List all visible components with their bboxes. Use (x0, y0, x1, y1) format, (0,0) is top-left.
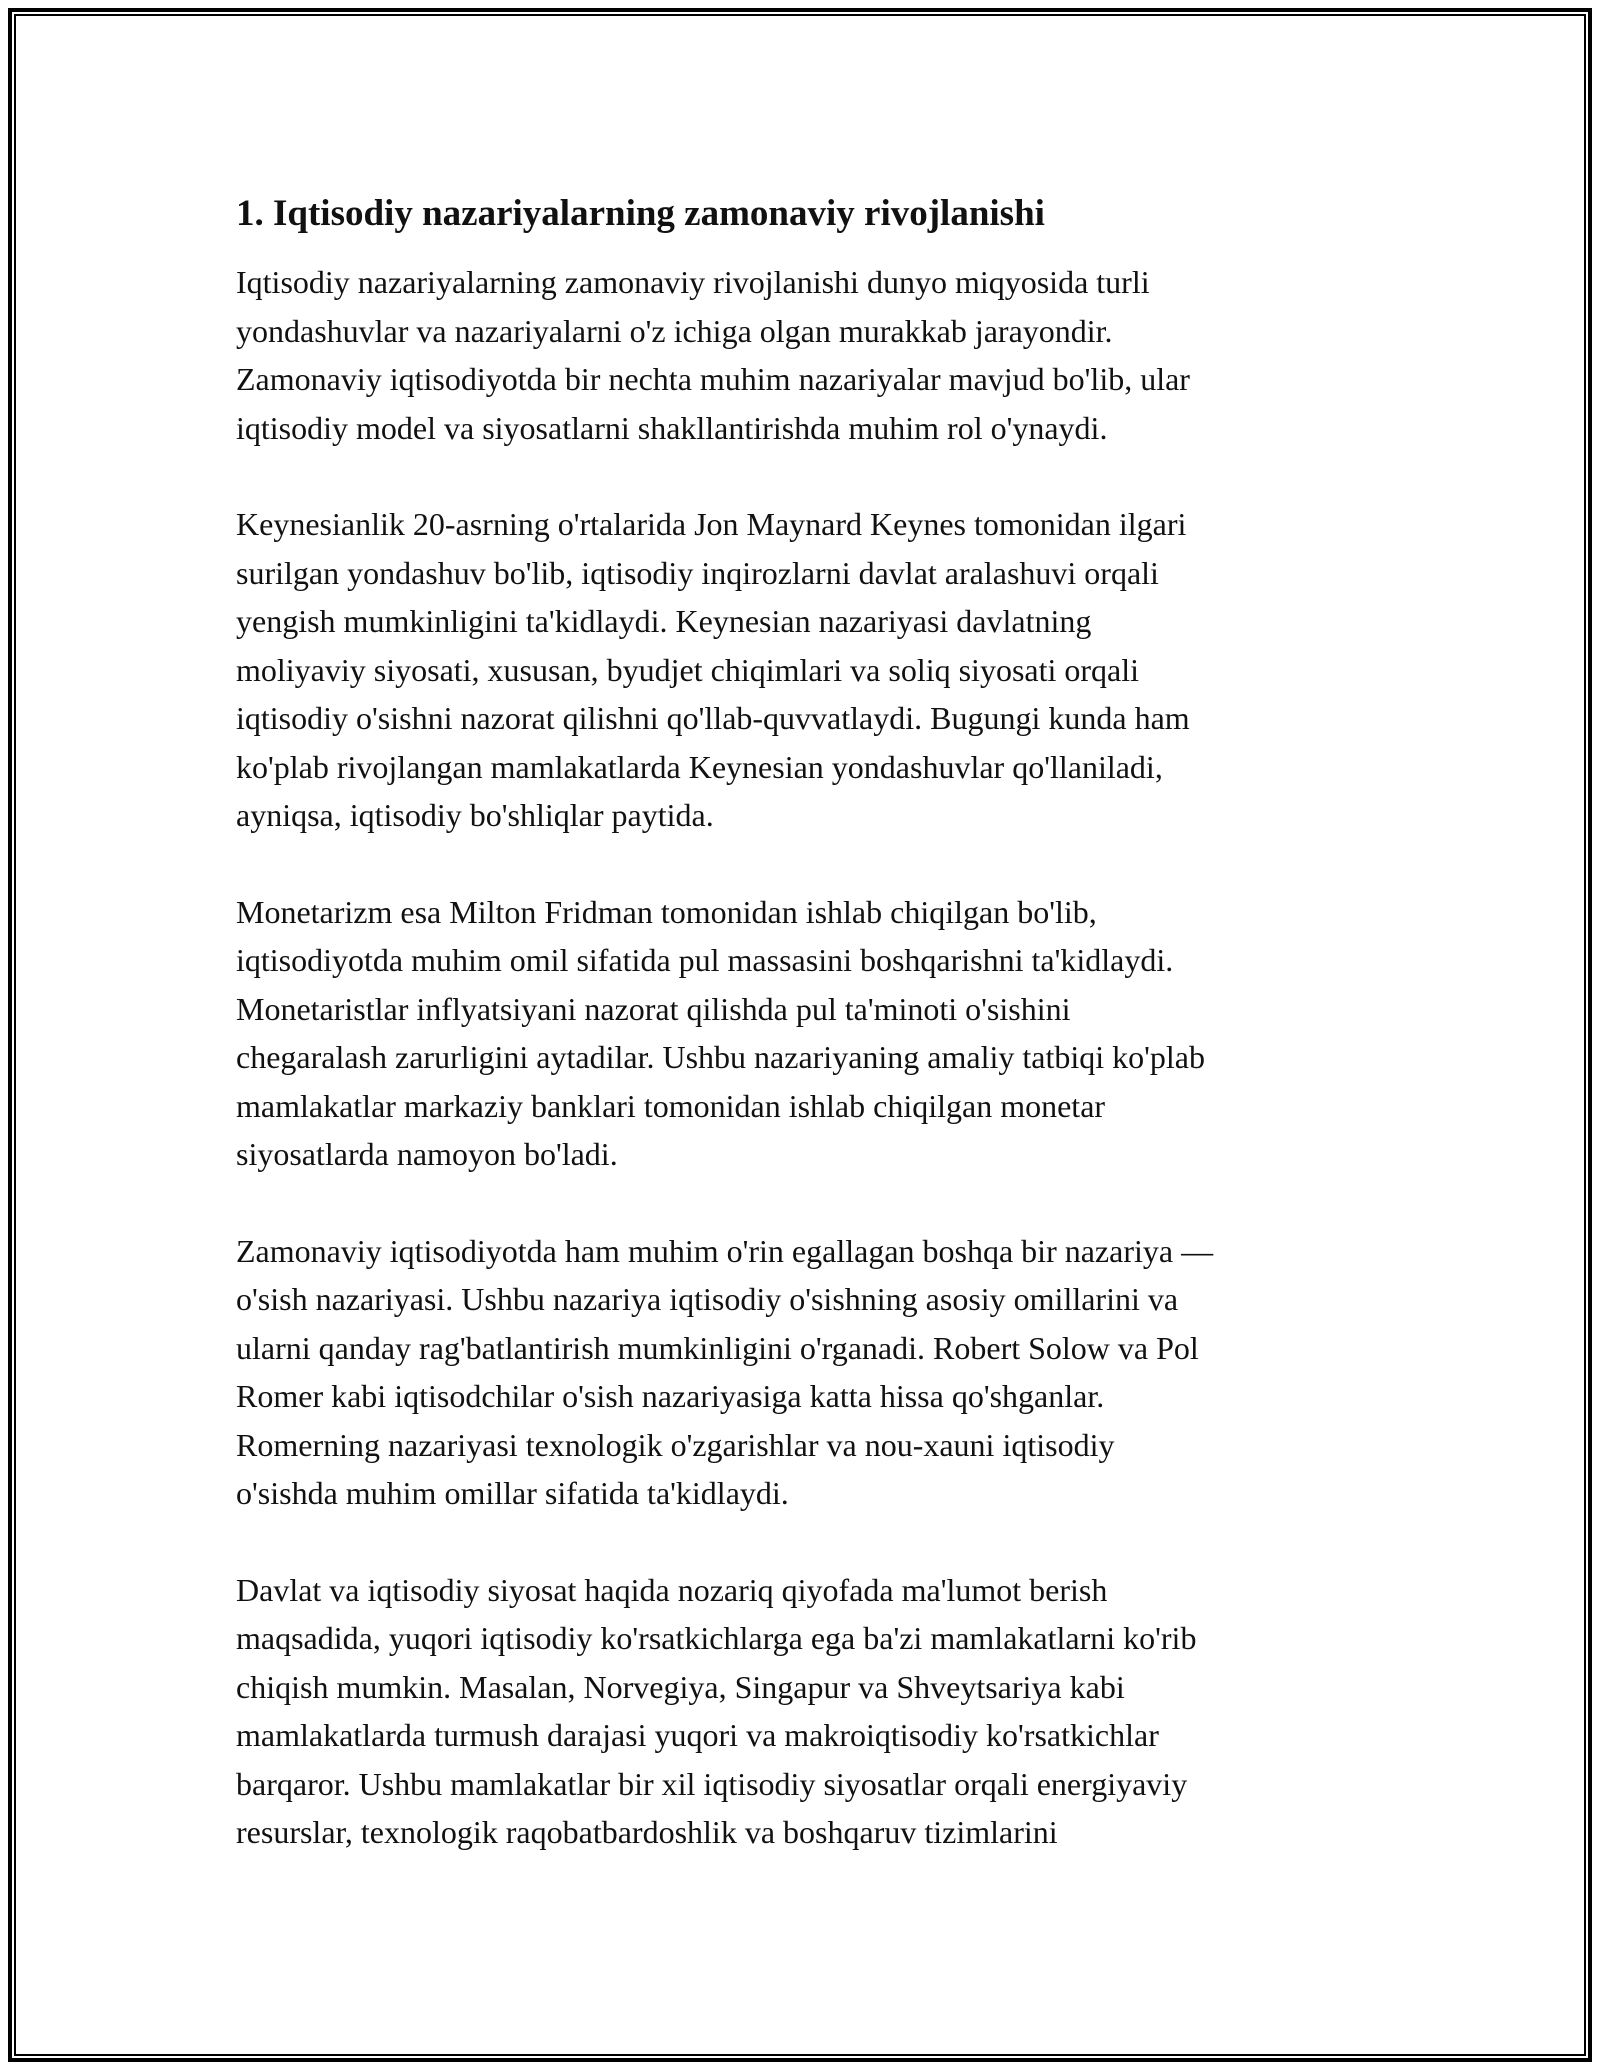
paragraph-line: ayniqsa, iqtisodiy bo'shliqlar paytida. (236, 797, 714, 833)
paragraph-line: chegaralash zarurligini aytadilar. Ushbu nazariyaning amaliy tatbiqi ko'plab (236, 1039, 1205, 1075)
paragraph-growth-theory (236, 1227, 1366, 1518)
paragraph-line: chiqish mumkin. Masalan, Norvegiya, Singapur va Shveytsariya kabi (236, 1668, 1125, 1705)
paragraph-line: mamlakatlarda turmush darajasi yuqori va makroiqtisodiy ko'rsatkichlar (236, 1717, 1159, 1753)
paragraph-line: Monetaristlar inflyatsiyani nazorat qilishda pul ta'minoti o'sishini (236, 990, 1071, 1027)
paragraph-line: Zamonaviy iqtisodiyotda bir nechta muhim nazariyalar mavjud bo'lib, ular (236, 361, 1190, 397)
paragraph-line: Iqtisodiy nazariyalarning zamonaviy rivojlanishi dunyo miqyosida turli (236, 264, 1150, 300)
paragraph-line: siyosatlarda namoyon bo'ladi. (236, 1136, 618, 1172)
paragraph-intro (236, 258, 1366, 452)
paragraph-line: yondashuvlar va nazariyalarni o'z ichiga olgan murakkab jarayondir. (236, 312, 1113, 349)
paragraph-line: moliyaviy siyosati, xususan, byudjet chiqimlari va soliq siyosati orqali (236, 651, 1140, 688)
paragraph-line: o'sishda muhim omillar sifatida ta'kidlaydi. (236, 1475, 789, 1511)
paragraph-state-policy (236, 1566, 1366, 1857)
paragraph-line: resurslar, texnologik raqobatbardoshlik va boshqaruv tizimlarini (236, 1814, 1058, 1850)
paragraph-line: iqtisodiyotda muhim omil sifatida pul massasini boshqarishni ta'kidlaydi. (236, 942, 1174, 978)
paragraph-line: mamlakatlar markaziy banklari tomonidan ishlab chiqilgan monetar (236, 1087, 1106, 1124)
paragraph-line: o'sish nazariyasi. Ushbu nazariya iqtisodiy o'sishning asosiy omillarini va (236, 1281, 1179, 1317)
paragraph-line: surilgan yondashuv bo'lib, iqtisodiy inqirozlarni davlat aralashuvi orqali (236, 554, 1159, 591)
paragraph-keynesianism (236, 500, 1366, 840)
document-body (236, 188, 1366, 1905)
section-title: 1. Iqtisodiy nazariyalarning zamonaviy rivojlanishi (236, 193, 1045, 234)
paragraph-line: iqtisodiy o'sishni nazorat qilishni qo'llab-quvvatlaydi. Bugungi kunda ham (236, 700, 1190, 736)
paragraph-line: iqtisodiy model va siyosatlarni shakllantirishda muhim rol o'ynaydi. (236, 409, 1108, 446)
paragraph-line: ularni qanday rag'batlantirish mumkinligini o'rganadi. Robert Solow va Pol (236, 1329, 1199, 1366)
paragraph-line: ko'plab rivojlangan mamlakatlarda Keynesian yondashuvlar qo'llaniladi, (236, 748, 1163, 785)
paragraph-line: yengish mumkinligini ta'kidlaydi. Keynesian nazariyasi davlatning (236, 603, 1092, 639)
paragraph-monetarism (236, 888, 1366, 1179)
paragraph-line: barqaror. Ushbu mamlakatlar bir xil iqtisodiy siyosatlar orqali energiyaviy (236, 1765, 1188, 1802)
paragraph-line: Romerning nazariyasi texnologik o'zgarishlar va nou-xauni iqtisodiy (236, 1426, 1115, 1463)
paragraph-line: Zamonaviy iqtisodiyotda ham muhim o'rin egallagan boshqa bir nazariya — (236, 1232, 1214, 1269)
paragraph-line: Davlat va iqtisodiy siyosat haqida nozariq qiyofada ma'lumot berish (236, 1571, 1108, 1608)
paragraph-line: Monetarizm esa Milton Fridman tomonidan ishlab chiqilgan bo'lib, (236, 893, 1097, 930)
paragraph-line: maqsadida, yuqori iqtisodiy ko'rsatkichlarga ega ba'zi mamlakatlarni ko'rib (236, 1620, 1197, 1656)
paragraph-line: Keynesianlik 20-asrning o'rtalarida Jon Maynard Keynes tomonidan ilgari (236, 506, 1187, 542)
paragraph-line: Romer kabi iqtisodchilar o'sish nazariyasiga katta hissa qo'shganlar. (236, 1378, 1105, 1414)
